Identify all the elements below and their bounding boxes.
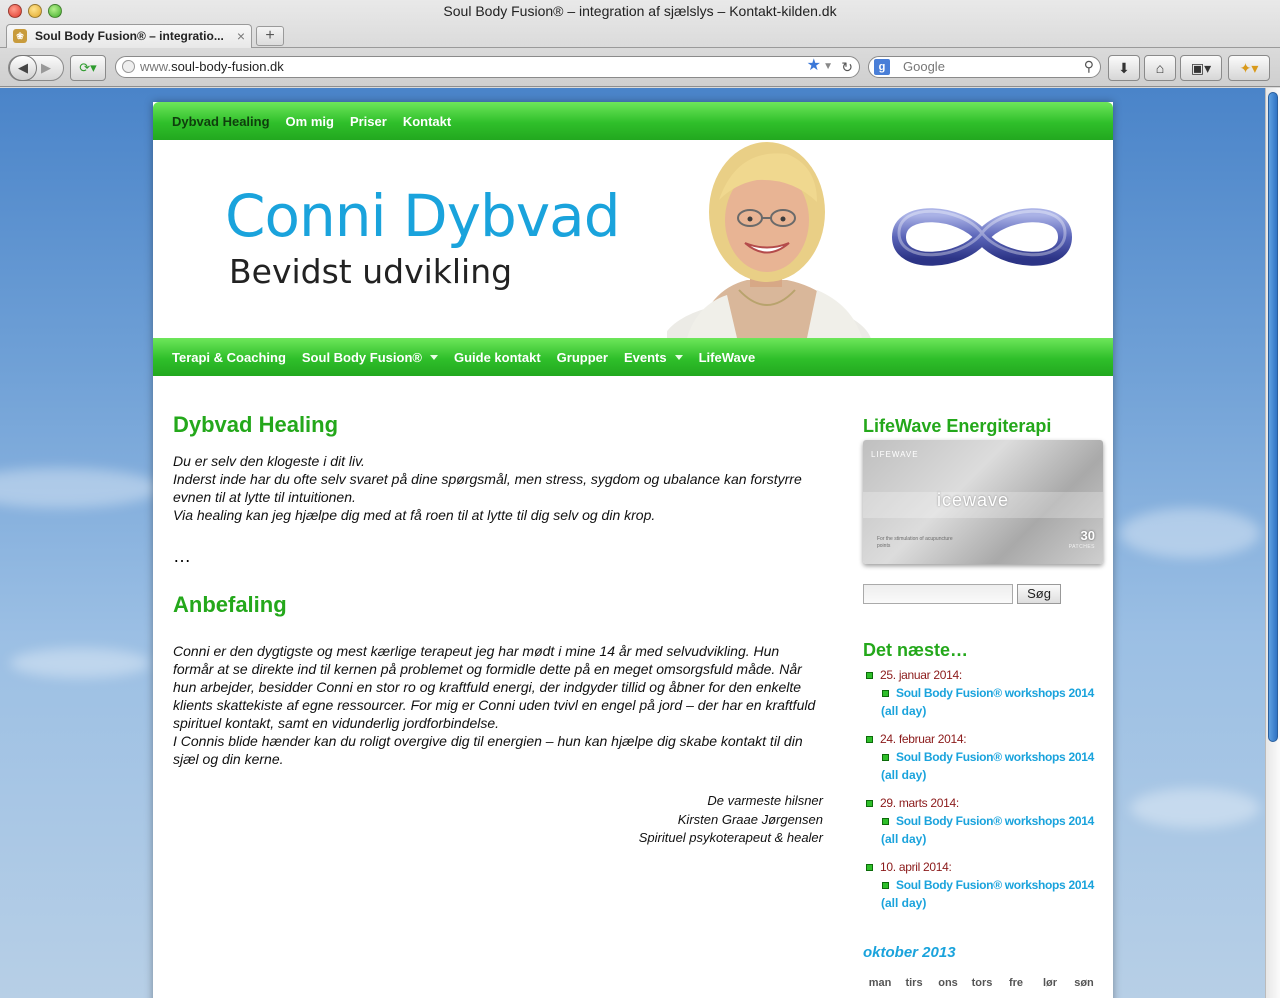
main-navigation xyxy=(153,338,1113,376)
home-icon: ⌂ xyxy=(1155,60,1165,76)
history-dropdown-icon[interactable]: ▼ xyxy=(823,61,833,72)
patch-count-unit: PATCHES xyxy=(1068,544,1095,550)
magnifier-icon[interactable]: ⚲ xyxy=(1083,58,1094,74)
tab-bar xyxy=(0,23,1280,48)
calendar-weekday: fre xyxy=(1008,977,1024,989)
recommendation-heading: Anbefaling xyxy=(173,592,287,617)
google-engine-icon[interactable]: g xyxy=(874,59,890,75)
topnav-item-kontakt[interactable]: Kontakt xyxy=(402,113,452,129)
signature-line: Kirsten Graae Jørgensen xyxy=(677,811,823,827)
lifewave-brand: LIFEWAVE xyxy=(871,450,919,459)
mainnav-item-label: Events xyxy=(623,349,667,365)
event-link[interactable]: Soul Body Fusion® workshops 2014 xyxy=(896,814,1094,828)
upcoming-events-heading: Det næste… xyxy=(863,640,969,660)
background-cloud xyxy=(0,468,160,508)
intro-text xyxy=(173,452,823,524)
calendar-weekday: søn xyxy=(1074,977,1094,989)
calendar-weekday-header xyxy=(863,977,1103,989)
mainnav-item-soul-body-fusion[interactable] xyxy=(302,350,438,365)
event-link[interactable]: Soul Body Fusion® workshops 2014 xyxy=(896,686,1094,700)
intro-line: Du er selv den klogeste i dit liv. xyxy=(173,453,365,469)
site-container xyxy=(153,102,1113,998)
search-bar[interactable] xyxy=(868,56,1101,78)
infinity-logo-icon xyxy=(891,200,1073,274)
reload-icon[interactable]: ↻ xyxy=(841,59,853,75)
back-arrow-icon[interactable]: ◀ xyxy=(9,55,37,81)
background-cloud xyxy=(10,648,150,678)
bullet-icon xyxy=(882,818,889,825)
topnav-item-priser[interactable]: Priser xyxy=(349,113,387,129)
site-search-button[interactable]: Søg xyxy=(1017,584,1061,604)
addon-menu-button[interactable] xyxy=(1228,55,1270,81)
site-header xyxy=(153,140,1113,338)
event-item xyxy=(863,794,1103,850)
addon-icon: ✦▾ xyxy=(1239,60,1259,76)
dropdown-caret-icon xyxy=(675,355,683,360)
background-cloud xyxy=(1120,508,1260,558)
mainnav-item-lifewave[interactable]: LifeWave xyxy=(698,349,756,365)
bullet-icon xyxy=(866,800,873,807)
new-tab-button[interactable]: + xyxy=(256,26,284,46)
back-forward-group xyxy=(8,55,64,81)
event-date: 24. februar 2014: xyxy=(880,732,967,746)
mainnav-item-label: Soul Body Fusion® xyxy=(301,349,422,365)
recommendation-paragraph: Conni er den dygtigste og mest kærlige terapeut jeg har mødt i mine 14 år med selvudvikling. Hun formår at se direkte ind til kernen på problemet og formidle dette på en meget omsorgsfuld måde. Når hun arbejder, besidder Conni en stor ro og kraftfuld energi, der indgyder tillid og åbner for den enkelte klients skattekiste af egne ressourcer. For mig er Conni uden tvivl en engel på jord – der har en kraftfuld spirituel kontakt, samt en vidunderlig jordforbindelse. xyxy=(173,643,816,731)
calendar-weekday: lør xyxy=(1042,977,1058,989)
downloads-button[interactable] xyxy=(1108,55,1140,81)
recommendation-text xyxy=(173,642,823,768)
url-domain: soul-body-fusion.dk xyxy=(171,59,284,74)
url-prefix: www. xyxy=(140,59,172,74)
calendar-weekday: man xyxy=(868,977,892,989)
intro-line: Inderst inde har du ofte selv svaret på dine spørgsmål, men stress, sygdom og ubalance kan forstyrre evnen til at lytte til intuitionen. xyxy=(173,471,802,505)
site-tagline: Bevidst udvikling xyxy=(229,252,513,291)
site-search-form xyxy=(863,584,1103,604)
sync-menu-button[interactable] xyxy=(70,55,106,81)
signature-line: Spirituel psykoterapeut & healer xyxy=(638,830,823,845)
calendar-weekday: tirs xyxy=(905,977,923,989)
bullet-icon xyxy=(866,736,873,743)
bullet-icon xyxy=(866,672,873,679)
patch-count: 30 xyxy=(1080,528,1095,543)
mainnav-item-guide-kontakt[interactable]: Guide kontakt xyxy=(453,349,541,365)
portrait-photo xyxy=(667,140,871,338)
lifewave-product-image[interactable] xyxy=(863,440,1103,564)
event-date: 10. april 2014: xyxy=(880,860,952,874)
signature-line: De varmeste hilsner xyxy=(707,793,823,808)
mainnav-item-grupper[interactable]: Grupper xyxy=(556,349,608,365)
signature xyxy=(173,792,823,848)
bullet-icon xyxy=(882,690,889,697)
intro-line: Via healing kan jeg hjælpe dig med at få roen til at lytte til dig selv og din krop. xyxy=(173,507,656,523)
bullet-icon xyxy=(882,754,889,761)
event-item xyxy=(863,666,1103,722)
event-time[interactable]: (all day) xyxy=(881,704,927,718)
icewave-label: icewave xyxy=(937,490,1010,510)
home-button[interactable] xyxy=(1144,55,1176,81)
topnav-item-om-mig[interactable]: Om mig xyxy=(285,113,334,129)
browser-tab-active[interactable] xyxy=(6,24,252,48)
mainnav-item-events[interactable] xyxy=(624,350,683,365)
event-link[interactable]: Soul Body Fusion® workshops 2014 xyxy=(896,750,1094,764)
read-more-ellipsis: … xyxy=(173,546,191,566)
sync-icon: ⟳▾ xyxy=(79,60,97,75)
bullet-icon xyxy=(882,882,889,889)
event-time[interactable]: (all day) xyxy=(881,768,927,782)
bullet-icon xyxy=(866,864,873,871)
event-item xyxy=(863,730,1103,786)
topnav-item-dybvad-healing[interactable]: Dybvad Healing xyxy=(172,113,270,129)
browser-chrome xyxy=(0,0,1280,87)
window-title: Soul Body Fusion® – integration af sjælslys – Kontakt-kilden.dk xyxy=(443,3,837,19)
patch-caption: For the stimulation of acupuncture points xyxy=(877,536,953,549)
event-time[interactable]: (all day) xyxy=(881,832,927,846)
page-scrollbar[interactable] xyxy=(1265,88,1280,998)
content-area xyxy=(153,376,1113,998)
page-viewport xyxy=(0,88,1265,998)
event-item xyxy=(863,858,1103,914)
mainnav-item-terapi-coaching[interactable]: Terapi & Coaching xyxy=(172,349,286,365)
top-navigation xyxy=(153,102,1113,140)
forward-arrow-icon[interactable]: ▶ xyxy=(41,60,51,75)
tab-title: Soul Body Fusion® – integratio... xyxy=(35,29,224,43)
calendar-month-title: oktober 2013 xyxy=(863,944,956,961)
calendar-weekday: ons xyxy=(938,977,958,989)
site-favicon-icon: ❀ xyxy=(13,29,27,43)
search-placeholder: Google xyxy=(903,59,945,74)
scrollbar-thumb[interactable] xyxy=(1268,92,1278,742)
bookmarks-menu-button[interactable] xyxy=(1180,55,1222,81)
site-title[interactable]: Conni Dybvad xyxy=(225,182,620,250)
dropdown-caret-icon xyxy=(430,355,438,360)
recommendation-paragraph: I Connis blide hænder kan du roligt overgive dig til energien – hun kan hjælpe dig skabe kontakt til din sjæl og din kerne. xyxy=(173,733,803,767)
bookmark-star-icon[interactable]: ★ xyxy=(806,57,821,74)
event-time[interactable]: (all day) xyxy=(881,896,927,910)
bookmarks-icon: ▣▾ xyxy=(1190,60,1212,76)
event-date: 29. marts 2014: xyxy=(880,796,959,810)
navigation-toolbar xyxy=(0,50,1280,86)
globe-icon xyxy=(122,60,135,73)
tab-close-icon[interactable]: × xyxy=(236,28,245,44)
download-arrow-icon: ⬇ xyxy=(1118,60,1130,76)
window-close-button[interactable] xyxy=(8,4,22,18)
event-date: 25. januar 2014: xyxy=(880,668,962,682)
address-bar[interactable] xyxy=(115,56,860,78)
page-title: Dybvad Healing xyxy=(173,412,339,437)
site-search-input[interactable] xyxy=(863,584,1013,604)
window-minimize-button[interactable] xyxy=(28,4,42,18)
calendar-weekday: tors xyxy=(971,977,993,989)
lifewave-heading: LifeWave Energiterapi xyxy=(863,416,1052,436)
window-zoom-button[interactable] xyxy=(48,4,62,18)
window-titlebar xyxy=(0,0,1280,22)
event-link[interactable]: Soul Body Fusion® workshops 2014 xyxy=(896,878,1094,892)
background-cloud xyxy=(1130,788,1260,828)
